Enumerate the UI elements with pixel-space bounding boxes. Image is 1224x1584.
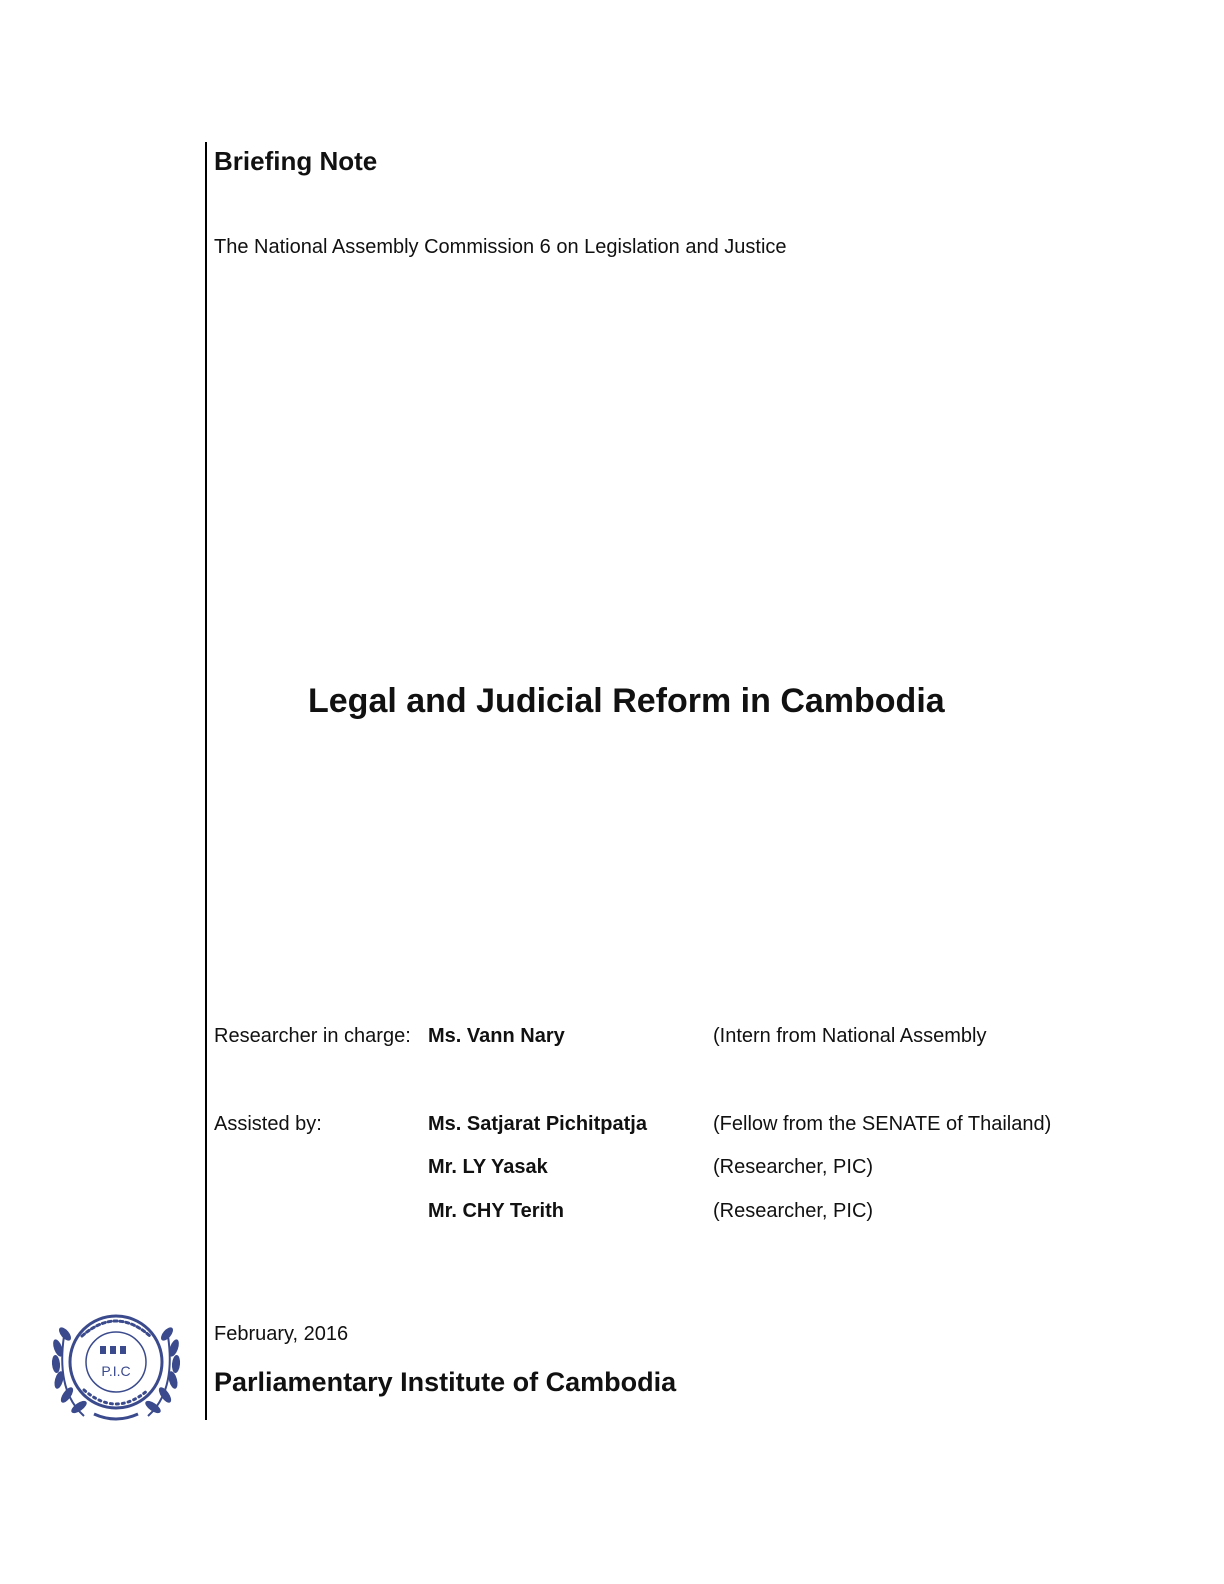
- assistants-role-label: Assisted by:: [214, 1113, 322, 1135]
- researcher-affiliation: (Intern from National Assembly: [713, 1025, 987, 1047]
- vertical-rule: [205, 142, 207, 1420]
- assistant-affiliation: (Researcher, PIC): [713, 1156, 874, 1178]
- institute-name: Parliamentary Institute of Cambodia: [214, 1367, 677, 1397]
- svg-text:P.I.C: P.I.C: [101, 1363, 131, 1379]
- commission-line: The National Assembly Commission 6 on Legislation and Justice: [214, 236, 787, 258]
- researcher-role-label: Researcher in charge:: [214, 1025, 411, 1047]
- publication-date: February, 2016: [214, 1323, 349, 1345]
- assistant-name: Mr. LY Yasak: [428, 1156, 548, 1178]
- assistant-affiliation: (Researcher, PIC): [713, 1200, 874, 1222]
- assistant-affiliation: (Fellow from the SENATE of Thailand): [713, 1113, 1052, 1135]
- document-title: Legal and Judicial Reform in Cambodia: [308, 682, 945, 720]
- document-type: Briefing Note: [214, 146, 378, 176]
- assistant-name: Mr. CHY Terith: [428, 1200, 564, 1222]
- assistant-name: Ms. Satjarat Pichitpatja: [428, 1113, 647, 1135]
- researcher-name: Ms. Vann Nary: [428, 1025, 565, 1047]
- pic-seal-icon: [44, 1296, 188, 1426]
